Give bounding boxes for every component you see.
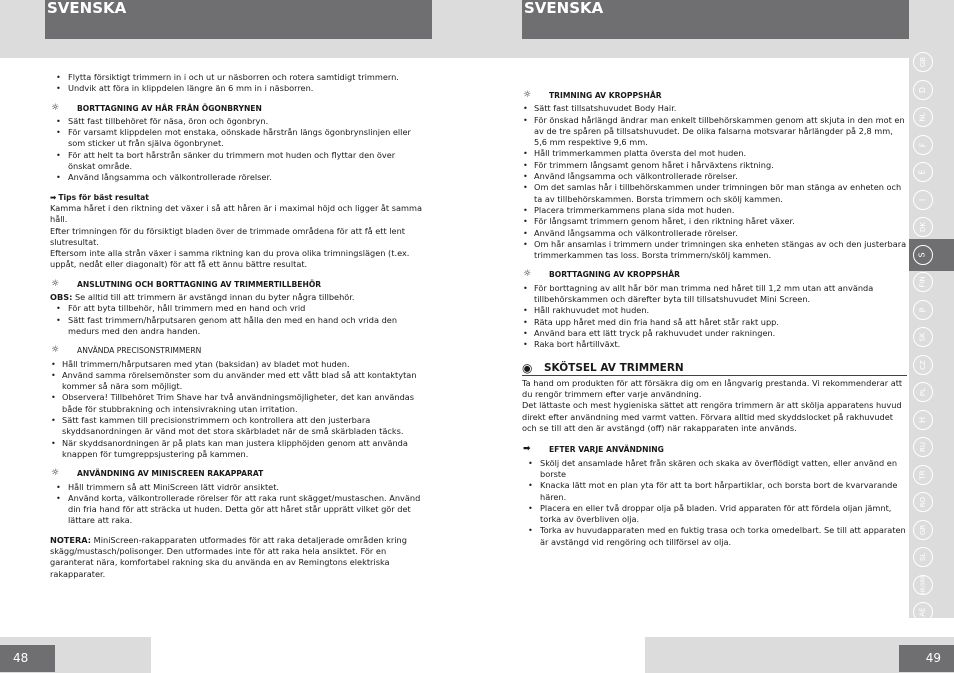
list-item: • Skölj det ansamlade håret från skären och skaka av överflödigt vatten, eller använd en borste — [522, 458, 907, 481]
section-heading: ☼ ANSLUTNING OCH BORTTAGNING AV TRIMMERTILLBEHÖR — [51, 278, 322, 289]
right-column — [522, 90, 907, 548]
language-tab-ro[interactable]: RO — [913, 492, 933, 512]
list-item: • Använd långsamma och välkontrollerade rörelser. — [50, 172, 422, 183]
sun-icon: ☼ — [523, 269, 532, 280]
list-item: • Placera en eller två droppar olja på bladen. Vrid apparaten för att fördela oljan jämnt, torka av överbliven olja. — [522, 503, 907, 526]
language-tab-pl[interactable]: PL — [913, 382, 933, 402]
list-item: • Håll trimmern/hårputsaren med ytan (baksidan) av bladet mot huden. — [50, 359, 422, 370]
language-tab-nl[interactable]: NL — [913, 107, 933, 127]
list-item: • Använd korta, välkontrollerade rörelser för att raka runt skägget/mustaschen. Använd din fria hand för att sträcka ut huden. Detta gör att håret står upprätt vilket gör det lättare att raka. — [50, 493, 422, 527]
paragraph: Efter trimningen för du försiktigt bladen över de trimmade områdena för att få ett lent slutresultat. — [50, 225, 405, 247]
language-tab-d[interactable]: D — [913, 80, 933, 100]
section-heading: ☼ BORTTAGNING AV HÅR FRÅN ÖGONBRYNEN — [51, 102, 262, 113]
language-tab-s[interactable]: S — [913, 245, 933, 265]
list-item: • Sätt fast trimmern/hårputsaren genom att hålla den med en hand och vrida den medurs med den andra handen. — [50, 315, 422, 338]
sun-icon: ☼ — [51, 278, 60, 289]
paragraph: Ta hand om produkten för att försäkra dig om en långvarig prestanda. Vi rekommenderar att du rengör trimmern efter varje användning. — [522, 377, 903, 400]
list-item: • Om det samlas hår i tillbehörskammen under trimningen bör man stänga av enheten och ta av tillbehörskammen. Borsta trimmern och skölj kammen. — [522, 182, 907, 205]
list-item: • Flytta försiktigt trimmern in i och ut ur näsborren och rotera samtidigt trimmern. — [50, 72, 422, 83]
list-item: • Observera! Tillbehöret Trim Shave har två användningsmöjligheter, det kan användas både för stubbrakning och intensivrakning utan irritation. — [50, 392, 422, 415]
section-list — [50, 116, 422, 184]
left-column — [50, 72, 422, 580]
language-tab-ae[interactable]: AE — [913, 602, 933, 622]
list-item: • Torka av huvudapparaten med en fuktig trasa och torka omedelbart. Se till att apparaten är avstängd vid rengöring och tillförsel av olja. — [522, 525, 907, 548]
list-item: • När skyddsanordningen är på plats kan man justera klipphöjden genom att använda knappen för tumgreppsjustering på kammen. — [50, 438, 422, 461]
language-tab-e[interactable]: E — [913, 162, 933, 182]
section-list — [50, 359, 422, 461]
list-item: • Sätt fast tillsatshuvudet Body Hair. — [522, 103, 907, 114]
obs-note: OBS: Se alltid till att trimmern är avstängd innan du byter några tillbehör. — [50, 292, 355, 303]
language-tab-gb[interactable]: GB — [913, 52, 933, 72]
care-heading: ◉ SKÖTSEL AV TRIMMERN — [522, 363, 907, 376]
language-tab-sk[interactable]: SK — [913, 327, 933, 347]
intro-list — [50, 72, 422, 95]
language-tab-i[interactable]: I — [913, 190, 933, 210]
list-item: • Använd bara ett lätt tryck på rakhuvudet under rakningen. — [522, 328, 907, 339]
page-number-right: 49 — [899, 645, 954, 672]
list-item: • För trimmern långsamt genom håret i hårväxtens riktning. — [522, 160, 907, 171]
list-item: • Räta upp håret med din fria hand så att håret står rakt upp. — [522, 317, 907, 328]
language-tab-fin[interactable]: FIN — [913, 272, 933, 292]
list-item: • För varsamt klippdelen mot enstaka, oönskade hårstrån längs ögonbrynslinjen eller som sticker ut från själva ögonbrynet. — [50, 127, 422, 150]
sun-icon: ☼ — [51, 102, 60, 113]
language-tab-sl[interactable]: SL — [913, 547, 933, 567]
section-list — [522, 283, 907, 351]
list-item: • Använd långsamma och välkontrollerade rörelser. — [522, 228, 907, 239]
arrow-right-icon: ➡ — [50, 192, 57, 202]
list-item: • För önskad hårlängd ändrar man enkelt tillbehörskammen genom att skjuta in den mot en av de tre spåren på tillsatshuvudet. De olika falsarna motsvarar hårlängder på 2,8 mm, 5,6 mm respektive 9,6 mm. — [522, 115, 907, 149]
list-item: • Håll trimmern så att MiniScreen lätt vidrör ansiktet. — [50, 482, 422, 493]
page-title-left: SVENSKA — [45, 0, 432, 39]
section-heading: ☼ ANVÄNDNING AV MINISCREEN RAKAPPARAT — [51, 468, 264, 479]
language-tab-ru[interactable]: RU — [913, 437, 933, 457]
list-item: • Sätt fast tillbehöret för näsa, öron och ögonbryn. — [50, 116, 422, 127]
language-tab-tr[interactable]: TR — [913, 465, 933, 485]
language-tab-hr-srb[interactable]: HR/SRB — [913, 575, 933, 595]
list-item: • Använd samma rörelsemönster som du använder med ett vått blad så att kontaktytan kommer så nära som möjligt. — [50, 370, 422, 393]
language-tab-gr[interactable]: GR — [913, 520, 933, 540]
paragraph: Eftersom inte alla strån växer i samma riktning kan du prova olika trimningslägen (t.ex. uppåt, nedåt eller diagonalt) för att få ett ännu bättre resultat. — [50, 248, 410, 270]
list-item: • Använd långsamma och välkontrollerade rörelser. — [522, 171, 907, 182]
language-tab-dk[interactable]: DK — [913, 217, 933, 237]
list-item: • För att helt ta bort hårstrån sänker du trimmern mot huden och flyttar den över önskat område. — [50, 150, 422, 173]
list-item: • Sätt fast kammen till precisionstrimmern och kontrollera att den justerbara skyddsanordningen är vänd mot det stora skärbladet när de små skärbladen täcks. — [50, 415, 422, 438]
list-item: • För långsamt trimmern genom håret, i den riktning håret växer. — [522, 216, 907, 227]
language-tab-f[interactable]: F — [913, 135, 933, 155]
list-item: • Håll rakhuvudet mot huden. — [522, 305, 907, 316]
section-heading: ☼ TRIMNING AV KROPPSHÅR — [523, 90, 662, 100]
section-list — [50, 482, 422, 527]
list-item: • Håll trimmerkammen platta översta del mot huden. — [522, 148, 907, 159]
section-heading: ➡ EFTER VARJE ANVÄNDNING — [523, 444, 664, 455]
paragraph: Det lättaste och mest hygieniska sättet att rengöra trimmern är att skölja apparatens huvud direkt efter användning med varmt vatten. Förvara alltid med skyddslocket på rakhuvudet och se till att den är avstängd (off) när rakapparaten inte används. — [522, 400, 902, 434]
list-item: • Om hår ansamlas i trimmern under trimningen ska enheten stängas av och den justerbara trimmerkammen tas loss. Borsta trimmern/skölj kammen. — [522, 239, 907, 262]
list-item: • Raka bort hårtillväxt. — [522, 339, 907, 350]
list-item: • Knacka lätt mot en plan yta för att ta bort hårpartiklar, och borsta bort de kvarvarande hären. — [522, 480, 907, 503]
section-heading: ☼ ANVÄNDA PRECISONSTRIMMERN — [51, 345, 202, 356]
sun-icon: ☼ — [523, 90, 532, 100]
tips-heading: ➡ Tips för bäst resultat — [50, 192, 149, 202]
sun-icon: ☼ — [51, 345, 60, 356]
list-item: • Undvik att föra in klippdelen längre än 6 mm in i näsborren. — [50, 83, 422, 94]
arrow-right-icon: ➡ — [523, 444, 531, 455]
paragraph: Kamma håret i den riktning det växer i så att håren är i maximal höjd och ligger åt samma håll. — [50, 202, 422, 225]
list-item: • För borttagning av allt hår bör man trimma ned håret till 1,2 mm utan att använda tillbehörskammen och därefter byta till tillsatshuvudet Mini Screen. — [522, 283, 907, 306]
section-list — [50, 303, 422, 337]
language-tab-cz[interactable]: CZ — [913, 355, 933, 375]
list-item: • För att byta tillbehör, håll trimmern med en hand och vrid — [50, 303, 422, 314]
section-list — [522, 103, 907, 261]
eye-icon: ◉ — [522, 360, 533, 375]
language-tab-p[interactable]: P — [913, 300, 933, 320]
section-list — [522, 458, 907, 548]
sun-icon: ☼ — [51, 468, 60, 479]
language-tab-h[interactable]: H — [913, 410, 933, 430]
list-item: • Placera trimmerkammens plana sida mot huden. — [522, 205, 907, 216]
page-title-right: SVENSKA — [522, 0, 909, 39]
section-heading: ☼ BORTTAGNING AV KROPPSHÅR — [523, 269, 680, 280]
page-number-left: 48 — [0, 645, 55, 672]
note-paragraph: NOTERA: MiniScreen-rakapparaten utformades för att raka detaljerade områden kring skägg/mustasch/polisonger. Den utformades inte för att raka hela ansiktet. För en garanterat nära, komfortabel rakning ska du använda en av Remingtons elektriska rakapparater. — [50, 534, 407, 579]
